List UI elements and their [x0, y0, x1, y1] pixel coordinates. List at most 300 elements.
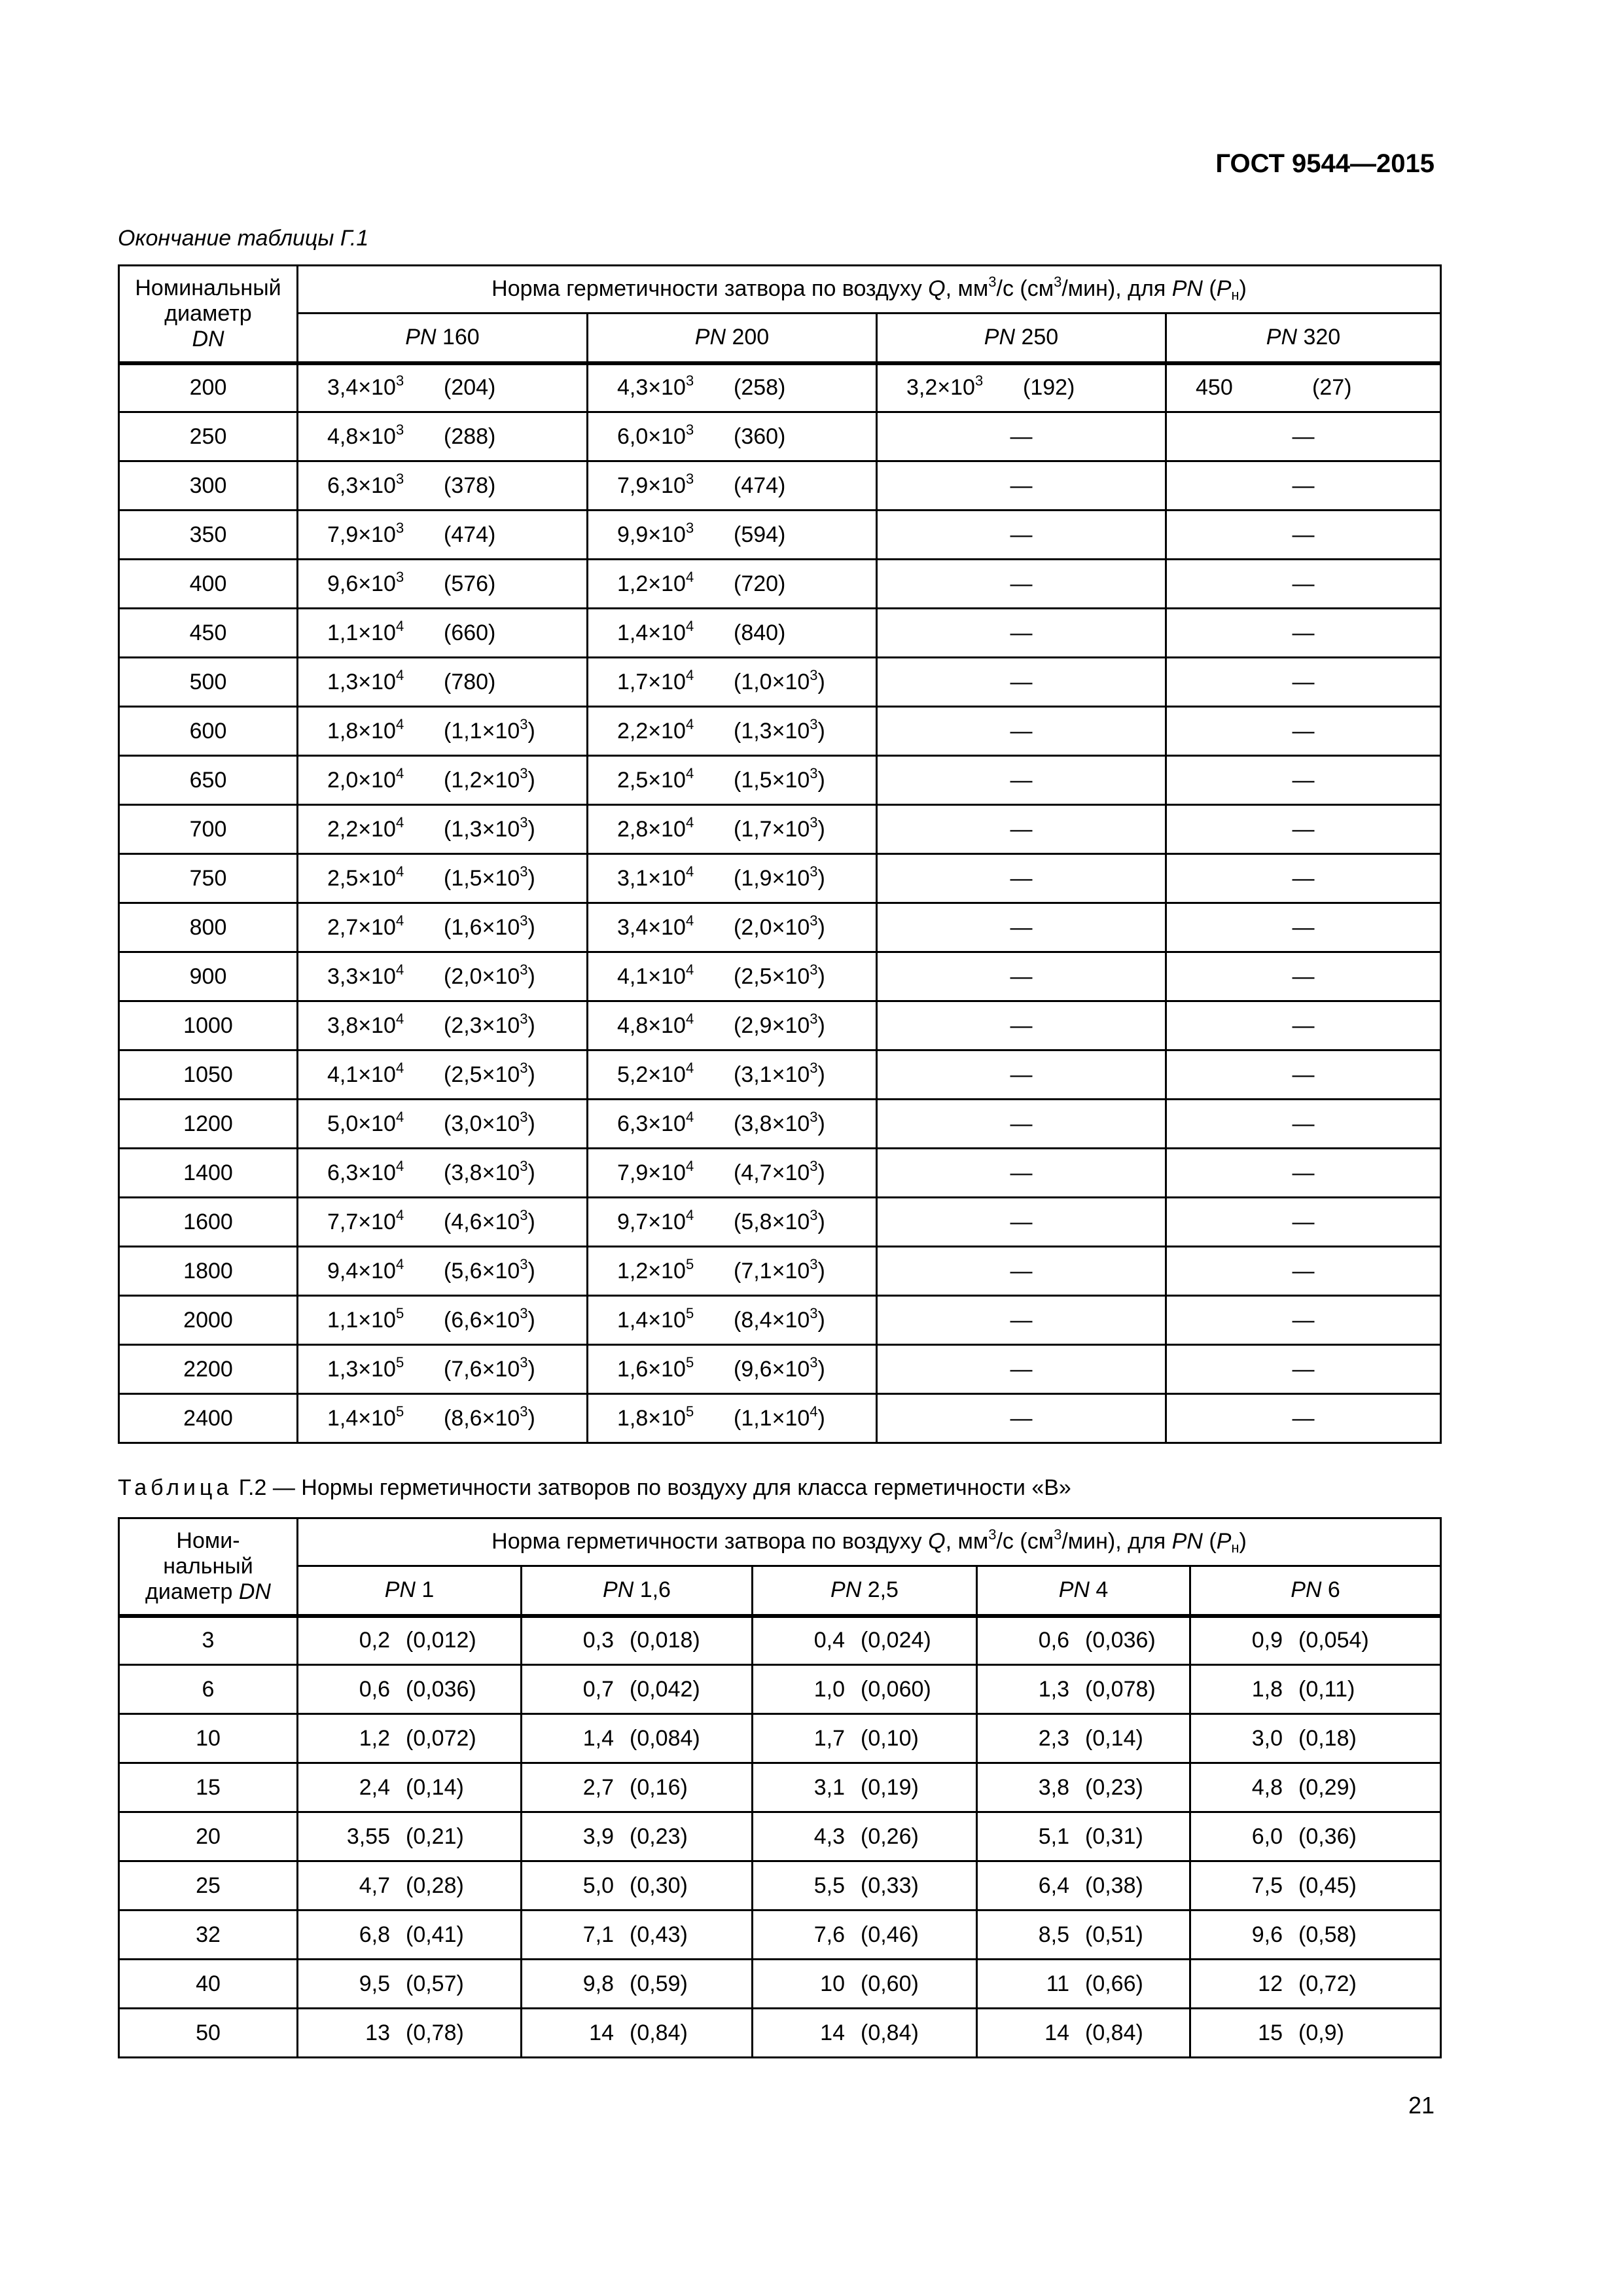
rate-cm3-min: $(1,1\times 10^3)$	[444, 715, 535, 744]
rate-mm3-s: 3,1	[813, 1774, 845, 1800]
value-cell	[877, 363, 1166, 412]
rate-cm3-min: (0,41)	[406, 1922, 464, 1947]
dash-cell: —	[1166, 461, 1441, 511]
value-cell	[1190, 1812, 1441, 1861]
rate-cm3-min: (0,26)	[861, 1823, 919, 1849]
dash-cell: —	[877, 1001, 1166, 1050]
value-cell	[298, 1763, 522, 1812]
dash-cell: —	[877, 805, 1166, 854]
value-cell	[588, 658, 877, 707]
value-cell	[588, 1345, 877, 1394]
value-cell	[753, 1763, 977, 1812]
dn-cell: 3	[119, 1616, 298, 1665]
rate-cm3-min: (0,60)	[861, 1971, 919, 1996]
dn-cell: 2000	[119, 1296, 298, 1345]
rate-cm3-min: (0,84)	[1085, 2020, 1143, 2045]
rate-mm3-s: $3,8\times 10^4$	[327, 1010, 404, 1038]
rate-cm3-min: (0,30)	[630, 1873, 688, 1898]
rate-mm3-s: 2,4	[359, 1774, 390, 1800]
rate-cm3-min: $(3,8\times 10^3)$	[734, 1108, 825, 1136]
rate-cm3-min: (0,078)	[1085, 1676, 1156, 1702]
rate-mm3-s: $4,8\times 10^4$	[617, 1010, 694, 1038]
rate-cm3-min: $(1,5\times 10^3)$	[734, 764, 825, 793]
rate-mm3-s: 4,8	[1251, 1774, 1283, 1800]
value-cell	[298, 1394, 588, 1443]
table-row	[119, 707, 1441, 756]
table-row	[119, 756, 1441, 805]
rate-cm3-min: (0,012)	[406, 1628, 476, 1653]
table-row	[119, 1198, 1441, 1247]
table-row	[119, 854, 1441, 903]
dash-cell: —	[1166, 1001, 1441, 1050]
rate-mm3-s: 14	[820, 2020, 845, 2045]
rate-mm3-s: $1,1\times 10^5$	[327, 1304, 404, 1333]
rate-cm3-min: $(8,4\times 10^3)$	[734, 1304, 825, 1333]
dash-cell: —	[877, 1100, 1166, 1149]
rate-cm3-min: (192)	[1023, 375, 1075, 401]
value-cell	[588, 363, 877, 412]
dash-cell: —	[877, 658, 1166, 707]
rate-mm3-s: 11	[1046, 1971, 1069, 1996]
rate-mm3-s: 1,8	[1251, 1676, 1283, 1702]
dash-cell: —	[877, 1345, 1166, 1394]
rate-cm3-min: $(1,7\times 10^3)$	[734, 814, 825, 842]
dash-cell: —	[1166, 1296, 1441, 1345]
value-cell	[298, 1812, 522, 1861]
dash-cell: —	[1166, 1247, 1441, 1296]
rate-cm3-min: (378)	[444, 473, 496, 498]
rate-cm3-min: (0,036)	[1085, 1628, 1156, 1653]
value-cell	[522, 1763, 753, 1812]
table-row	[119, 1763, 1441, 1812]
value-cell	[522, 1861, 753, 1910]
rate-mm3-s: 9,8	[582, 1971, 614, 1996]
rate-cm3-min: (0,38)	[1085, 1873, 1143, 1898]
dash-cell: —	[877, 412, 1166, 461]
value-cell	[588, 1394, 877, 1443]
value-cell	[588, 461, 877, 511]
rate-cm3-min: (0,19)	[861, 1774, 919, 1800]
value-cell	[298, 1050, 588, 1100]
rate-cm3-min: (0,84)	[630, 2020, 688, 2045]
value-cell	[753, 1960, 977, 2009]
value-cell	[298, 1345, 588, 1394]
dash-cell: —	[1166, 707, 1441, 756]
rate-cm3-min: (0,78)	[406, 2020, 464, 2045]
rate-cm3-min: $(5,6\times 10^3)$	[444, 1255, 535, 1283]
rate-mm3-s: $4,1\times 10^4$	[617, 961, 694, 989]
rate-cm3-min: $(3,8\times 10^3)$	[444, 1157, 535, 1185]
dn-cell: 6	[119, 1665, 298, 1714]
table-row	[119, 609, 1441, 658]
pn-column-header: PN 6	[1190, 1566, 1441, 1616]
rate-mm3-s: $6,0\times 10^3$	[617, 421, 694, 449]
rate-mm3-s: 0,7	[582, 1676, 614, 1702]
rate-mm3-s: $1,6\times 10^5$	[617, 1354, 694, 1382]
pn-column-header: PN 200	[588, 314, 877, 363]
rate-cm3-min: $(5,8\times 10^3)$	[734, 1206, 825, 1234]
rate-mm3-s: $1,4\times 10^5$	[327, 1403, 404, 1431]
value-cell	[588, 805, 877, 854]
value-cell	[298, 560, 588, 609]
rate-cm3-min: (0,060)	[861, 1676, 931, 1702]
value-cell	[298, 609, 588, 658]
dash-cell: —	[877, 1296, 1166, 1345]
rate-mm3-s: $4,3\times 10^3$	[617, 372, 694, 401]
rate-cm3-min: (0,018)	[630, 1628, 700, 1653]
rate-mm3-s: 14	[589, 2020, 614, 2045]
rate-mm3-s: $2,2\times 10^4$	[327, 814, 404, 842]
rate-cm3-min: $(2,9\times 10^3)$	[734, 1010, 825, 1038]
dn-cell: 900	[119, 952, 298, 1001]
value-cell	[977, 2009, 1190, 2058]
rate-mm3-s: $3,4\times 10^4$	[617, 912, 694, 940]
rate-cm3-min: $(1,5\times 10^3)$	[444, 863, 535, 891]
page-number: 21	[1408, 2092, 1435, 2119]
value-cell	[298, 756, 588, 805]
value-cell	[977, 1616, 1190, 1665]
rate-cm3-min: (0,45)	[1298, 1873, 1357, 1898]
table-row	[119, 412, 1441, 461]
table2-caption: Таблица Г.2 — Нормы герметичности затворов по воздуху для класса герметичности «В»	[118, 1475, 1071, 1500]
rate-cm3-min: (0,024)	[861, 1628, 931, 1653]
rate-mm3-s: 15	[1258, 2020, 1283, 2045]
pn-column-header: PN 250	[877, 314, 1166, 363]
value-cell	[1190, 1910, 1441, 1960]
table-row	[119, 1616, 1441, 1665]
value-cell	[298, 1714, 522, 1763]
dash-cell: —	[877, 511, 1166, 560]
rate-mm3-s: 3,8	[1038, 1774, 1069, 1800]
dn-cell: 300	[119, 461, 298, 511]
rate-mm3-s: 1,4	[582, 1725, 614, 1751]
rate-mm3-s: $2,0\times 10^4$	[327, 764, 404, 793]
dn-cell: 1800	[119, 1247, 298, 1296]
rate-mm3-s: $2,5\times 10^4$	[617, 764, 694, 793]
dn-cell: 1000	[119, 1001, 298, 1050]
rate-mm3-s: $7,7\times 10^4$	[327, 1206, 404, 1234]
rate-cm3-min: (0,054)	[1298, 1628, 1369, 1653]
table2	[118, 1517, 1442, 2058]
rate-mm3-s: 9,5	[359, 1971, 390, 1996]
rate-mm3-s: 12	[1258, 1971, 1283, 1996]
rate-mm3-s: 6,8	[359, 1922, 390, 1947]
rate-mm3-s: 2,3	[1038, 1725, 1069, 1751]
rate-cm3-min: $(1,3\times 10^3)$	[444, 814, 535, 842]
rate-mm3-s: 450	[1196, 375, 1233, 401]
rate-cm3-min: $(4,6\times 10^3)$	[444, 1206, 535, 1234]
dash-cell: —	[877, 1050, 1166, 1100]
dash-cell: —	[877, 1198, 1166, 1247]
rate-cm3-min: (0,51)	[1085, 1922, 1143, 1947]
value-cell	[1190, 1665, 1441, 1714]
rate-cm3-min: (0,66)	[1085, 1971, 1143, 1996]
rate-mm3-s: $7,9\times 10^4$	[617, 1157, 694, 1185]
dash-cell: —	[1166, 1198, 1441, 1247]
rate-mm3-s: 6,4	[1038, 1873, 1069, 1898]
value-cell	[1190, 1861, 1441, 1910]
value-cell	[588, 756, 877, 805]
rate-mm3-s: 5,5	[813, 1873, 845, 1898]
value-cell	[977, 1812, 1190, 1861]
rate-cm3-min: $(7,6\times 10^3)$	[444, 1354, 535, 1382]
value-cell	[298, 1296, 588, 1345]
rate-mm3-s: $1,2\times 10^5$	[617, 1255, 694, 1283]
rate-mm3-s: $3,3\times 10^4$	[327, 961, 404, 989]
rate-cm3-min: (0,57)	[406, 1971, 464, 1996]
rate-mm3-s: 3,9	[582, 1823, 614, 1849]
dn-cell: 650	[119, 756, 298, 805]
value-cell	[522, 2009, 753, 2058]
dn-cell: 350	[119, 511, 298, 560]
table-row	[119, 1394, 1441, 1443]
rate-cm3-min: (204)	[444, 375, 496, 401]
rate-mm3-s: 5,0	[582, 1873, 614, 1898]
group-header: Норма герметичности затвора по воздуху Q, $мм^3/с$ $(см^3/мин)$, для PN $(P_н)$	[298, 266, 1441, 314]
value-cell	[298, 1100, 588, 1149]
table-row	[119, 363, 1441, 412]
table-row	[119, 658, 1441, 707]
dash-cell: —	[1166, 854, 1441, 903]
value-cell	[298, 1149, 588, 1198]
dn-cell: 450	[119, 609, 298, 658]
value-cell	[753, 1861, 977, 1910]
rate-mm3-s: 9,6	[1251, 1922, 1283, 1947]
table-row	[119, 1001, 1441, 1050]
rate-cm3-min: $(1,2\times 10^3)$	[444, 764, 535, 793]
table-row	[119, 1960, 1441, 2009]
value-cell	[298, 1861, 522, 1910]
dash-cell: —	[1166, 1345, 1441, 1394]
value-cell	[522, 1665, 753, 1714]
table-row	[119, 1247, 1441, 1296]
value-cell	[977, 1763, 1190, 1812]
rate-cm3-min: (594)	[734, 522, 786, 547]
rate-mm3-s: 0,6	[1038, 1628, 1069, 1653]
rate-mm3-s: 3,0	[1251, 1725, 1283, 1751]
value-cell	[977, 1714, 1190, 1763]
rate-mm3-s: 7,5	[1251, 1873, 1283, 1898]
rate-cm3-min: (0,084)	[630, 1725, 700, 1751]
value-cell	[753, 1812, 977, 1861]
rate-mm3-s: $9,6\times 10^3$	[327, 568, 404, 596]
rate-cm3-min: $(9,6\times 10^3)$	[734, 1354, 825, 1382]
rate-mm3-s: $9,7\times 10^4$	[617, 1206, 694, 1234]
value-cell	[1190, 2009, 1441, 2058]
value-cell	[298, 2009, 522, 2058]
rate-cm3-min: (0,28)	[406, 1873, 464, 1898]
rate-mm3-s: 6,0	[1251, 1823, 1283, 1849]
rate-cm3-min: $(4,7\times 10^3)$	[734, 1157, 825, 1185]
value-cell	[588, 560, 877, 609]
rate-cm3-min: (258)	[734, 375, 786, 401]
dash-cell: —	[877, 461, 1166, 511]
dash-cell: —	[877, 952, 1166, 1001]
value-cell	[588, 412, 877, 461]
value-cell	[298, 658, 588, 707]
value-cell	[588, 854, 877, 903]
rate-cm3-min: $(2,3\times 10^3)$	[444, 1010, 535, 1038]
rate-cm3-min: (0,16)	[630, 1774, 688, 1800]
rate-cm3-min: (780)	[444, 669, 496, 694]
table-row	[119, 2009, 1441, 2058]
dash-cell: —	[877, 1247, 1166, 1296]
table1	[118, 264, 1442, 1444]
dash-cell: —	[1166, 609, 1441, 658]
rate-mm3-s: $1,8\times 10^4$	[327, 715, 404, 744]
rate-cm3-min: (0,31)	[1085, 1823, 1143, 1849]
rate-mm3-s: $2,8\times 10^4$	[617, 814, 694, 842]
table-row	[119, 1149, 1441, 1198]
value-cell	[588, 1247, 877, 1296]
rate-mm3-s: 0,2	[359, 1628, 390, 1653]
rate-mm3-s: 4,3	[813, 1823, 845, 1849]
value-cell	[588, 1100, 877, 1149]
dn-column-header: Номи- нальный диаметр DN	[119, 1518, 298, 1616]
value-cell	[522, 1812, 753, 1861]
table-row	[119, 1910, 1441, 1960]
rate-cm3-min: $(1,9\times 10^3)$	[734, 863, 825, 891]
dash-cell: —	[1166, 1149, 1441, 1198]
value-cell	[753, 1910, 977, 1960]
dash-cell: —	[1166, 756, 1441, 805]
value-cell	[298, 511, 588, 560]
value-cell	[298, 1665, 522, 1714]
table-row	[119, 952, 1441, 1001]
rate-cm3-min: (0,29)	[1298, 1774, 1357, 1800]
dn-cell: 200	[119, 363, 298, 412]
value-cell	[588, 1050, 877, 1100]
dash-cell: —	[1166, 560, 1441, 609]
rate-mm3-s: $6,3\times 10^4$	[617, 1108, 694, 1136]
value-cell	[753, 1665, 977, 1714]
rate-mm3-s: 3,55	[346, 1823, 390, 1849]
rate-mm3-s: $4,1\times 10^4$	[327, 1059, 404, 1087]
table-row	[119, 511, 1441, 560]
table1-caption: Окончание таблицы Г.1	[118, 226, 369, 251]
rate-cm3-min: $(1,6\times 10^3)$	[444, 912, 535, 940]
rate-mm3-s: $7,9\times 10^3$	[327, 519, 404, 547]
value-cell	[588, 1198, 877, 1247]
dash-cell: —	[877, 1149, 1166, 1198]
value-cell	[1166, 363, 1441, 412]
rate-cm3-min: (0,036)	[406, 1676, 476, 1702]
value-cell	[298, 1960, 522, 2009]
dn-cell: 500	[119, 658, 298, 707]
table-row	[119, 1714, 1441, 1763]
rate-mm3-s: 10	[820, 1971, 845, 1996]
table-row	[119, 805, 1441, 854]
rate-mm3-s: $6,3\times 10^3$	[327, 470, 404, 498]
rate-cm3-min: (0,23)	[630, 1823, 688, 1849]
rate-cm3-min: (360)	[734, 423, 786, 449]
rate-cm3-min: (27)	[1312, 375, 1352, 401]
value-cell	[588, 511, 877, 560]
dn-cell: 2400	[119, 1394, 298, 1443]
dn-cell: 2200	[119, 1345, 298, 1394]
rate-cm3-min: (474)	[444, 522, 496, 547]
rate-mm3-s: $2,2\times 10^4$	[617, 715, 694, 744]
rate-mm3-s: 1,3	[1038, 1676, 1069, 1702]
table-row	[119, 903, 1441, 952]
rate-mm3-s: 1,2	[359, 1725, 390, 1751]
rate-cm3-min: $(3,1\times 10^3)$	[734, 1059, 825, 1087]
value-cell	[298, 1001, 588, 1050]
rate-cm3-min: $(2,5\times 10^3)$	[444, 1059, 535, 1087]
dash-cell: —	[877, 707, 1166, 756]
dash-cell: —	[1166, 658, 1441, 707]
dash-cell: —	[1166, 1050, 1441, 1100]
rate-cm3-min: $(2,0\times 10^3)$	[734, 912, 825, 940]
rate-mm3-s: $9,9\times 10^3$	[617, 519, 694, 547]
document-code: ГОСТ 9544—2015	[1215, 149, 1435, 178]
rate-cm3-min: (0,042)	[630, 1676, 700, 1702]
dash-cell: —	[877, 854, 1166, 903]
rate-cm3-min: (0,9)	[1298, 2020, 1344, 2045]
value-cell	[1190, 1763, 1441, 1812]
rate-mm3-s: 7,6	[813, 1922, 845, 1947]
rate-mm3-s: $3,4\times 10^3$	[327, 372, 404, 401]
pn-column-header: PN 2,5	[753, 1566, 977, 1616]
rate-mm3-s: 1,0	[813, 1676, 845, 1702]
rate-cm3-min: $(7,1\times 10^3)$	[734, 1255, 825, 1283]
rate-mm3-s: 7,1	[582, 1922, 614, 1947]
rate-cm3-min: (288)	[444, 423, 496, 449]
rate-cm3-min: (0,58)	[1298, 1922, 1357, 1947]
rate-mm3-s: $1,3\times 10^5$	[327, 1354, 404, 1382]
pn-column-header: PN 160	[298, 314, 588, 363]
value-cell	[588, 707, 877, 756]
rate-cm3-min: (0,14)	[1085, 1725, 1143, 1751]
rate-mm3-s: $6,3\times 10^4$	[327, 1157, 404, 1185]
dn-cell: 250	[119, 412, 298, 461]
dash-cell: —	[1166, 412, 1441, 461]
rate-mm3-s: $5,2\times 10^4$	[617, 1059, 694, 1087]
pn-column-header: PN 1	[298, 1566, 522, 1616]
value-cell	[588, 1001, 877, 1050]
dn-cell: 10	[119, 1714, 298, 1763]
value-cell	[977, 1861, 1190, 1910]
value-cell	[753, 2009, 977, 2058]
value-cell	[298, 1616, 522, 1665]
value-cell	[298, 952, 588, 1001]
dn-cell: 800	[119, 903, 298, 952]
dn-cell: 1200	[119, 1100, 298, 1149]
table-row	[119, 1345, 1441, 1394]
rate-cm3-min: (0,59)	[630, 1971, 688, 1996]
rate-cm3-min: $(1,1\times 10^4)$	[734, 1403, 825, 1431]
value-cell	[298, 412, 588, 461]
value-cell	[298, 1247, 588, 1296]
rate-mm3-s: $7,9\times 10^3$	[617, 470, 694, 498]
rate-mm3-s: $3,1\times 10^4$	[617, 863, 694, 891]
pn-column-header: PN 1,6	[522, 1566, 753, 1616]
dash-cell: —	[1166, 952, 1441, 1001]
rate-cm3-min: (0,46)	[861, 1922, 919, 1947]
pn-column-header: PN 320	[1166, 314, 1441, 363]
rate-cm3-min: $(2,5\times 10^3)$	[734, 961, 825, 989]
dash-cell: —	[877, 756, 1166, 805]
rate-cm3-min: (660)	[444, 620, 496, 645]
value-cell	[298, 903, 588, 952]
rate-cm3-min: (0,14)	[406, 1774, 464, 1800]
value-cell	[977, 1960, 1190, 2009]
rate-cm3-min: (576)	[444, 571, 496, 596]
rate-cm3-min: $(1,3\times 10^3)$	[734, 715, 825, 744]
dn-cell: 750	[119, 854, 298, 903]
table-row	[119, 1665, 1441, 1714]
value-cell	[298, 707, 588, 756]
